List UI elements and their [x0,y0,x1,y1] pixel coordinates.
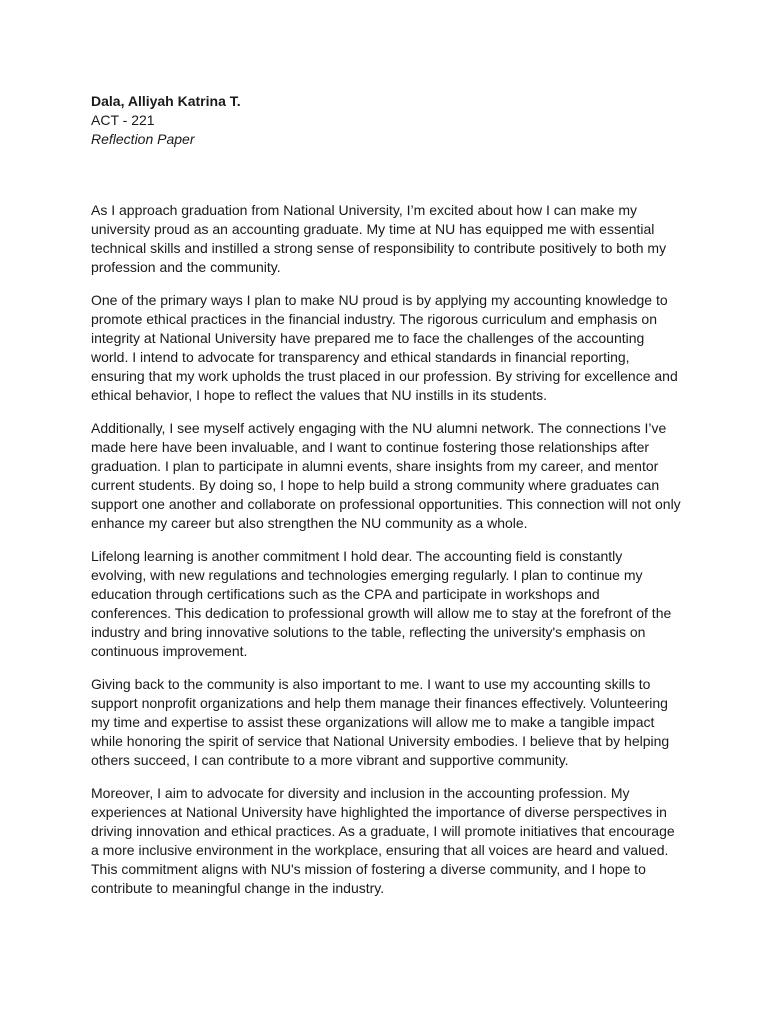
paragraph-2: One of the primary ways I plan to make NU proud is by applying my accounting knowledge to promote ethical practices in the financial industry. The rigorous curriculum and emphasis on integrity at National University have prepared me to face the challenges of the accounting world. I intend to advocate for transparency and ethical standards in financial reporting, ensuring that my work upholds the trust placed in our profession. By striving for excellence and ethical behavior, I hope to reflect the values that NU instills in its students. [91,292,678,403]
paragraph-1: As I approach graduation from National University, I’m excited about how I can make my university proud as an accounting graduate. My time at NU has equipped me with essential technical skills and instilled a strong sense of responsibility to contribute positively to both my profession and the community. [91,202,667,275]
author-name: Dala, Alliyah Katrina T. [91,93,241,109]
paragraph-5: Giving back to the community is also important to me. I want to use my accounting skills to support nonprofit organizations and help them manage their finances effectively. Volunteering my time and expertise to assist these organizations will allow me to make a tangible impact while honoring the spirit of service that National University embodies. I believe that by helping others succeed, I can contribute to a more vibrant and supportive community. [91,676,670,768]
paragraph-6: Moreover, I aim to advocate for diversity and inclusion in the accounting profession. My experiences at National University have highlighted the importance of diverse perspectives in driving innovation and ethical practices. As a graduate, I will promote initiatives that encourage a more inclusive environment in the workplace, ensuring that all voices are heard and valued. This commitment aligns with NU's mission of fostering a diverse community, and I hope to contribute to meaningful change in the industry. [91,785,675,896]
document-type: Reflection Paper [91,131,195,147]
paragraph-4: Lifelong learning is another commitment I hold dear. The accounting field is constantly evolving, with new regulations and technologies emerging regularly. I plan to continue my education through certifications such as the CPA and participate in workshops and conferences. This dedication to professional growth will allow me to stay at the forefront of the industry and bring innovative solutions to the table, reflecting the university's emphasis on continuous improvement. [91,548,672,659]
document-body [91,201,681,912]
course-code: ACT - 221 [91,112,155,128]
paragraph-3: Additionally, I see myself actively engaging with the NU alumni network. The connections I’ve made here have been invaluable, and I want to continue fostering those relationships after graduation. I plan to participate in alumni events, share insights from my career, and mentor current students. By doing so, I hope to help build a strong community where graduates can support one another and collaborate on professional opportunities. This connection will not only enhance my career but also strengthen the NU community as a whole. [91,420,681,531]
document-header [91,92,681,149]
